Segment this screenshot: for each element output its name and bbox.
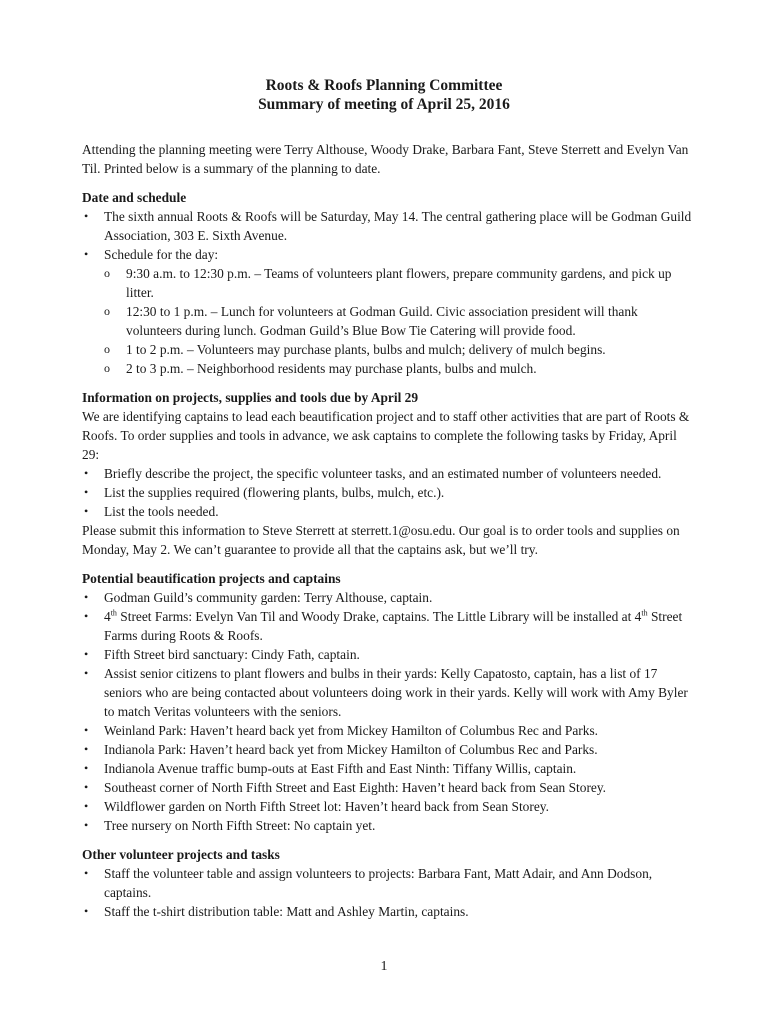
bullet-icon: • xyxy=(84,799,89,813)
bullet-icon: • xyxy=(84,485,89,499)
information-closing-paragraph: Please submit this information to Steve Sterrett at sterrett.1@osu.edu. Our goal is to order tools and supplies on Monday, May 2. We can’t guarantee to provide all that the captains ask, but we’ll try. xyxy=(82,523,680,557)
sub-bullet-icon: o xyxy=(104,361,110,375)
list-item xyxy=(82,721,692,740)
list-item-text: Wildflower garden on North Fifth Street lot: Haven’t heard back from Sean Storey. xyxy=(104,799,549,814)
section-heading-other: Other volunteer projects and tasks xyxy=(82,847,280,862)
list-item-text: Indianola Avenue traffic bump-outs at East Fifth and East Ninth: Tiffany Willis, captain. xyxy=(104,761,577,776)
bullet-icon: • xyxy=(84,761,89,775)
bullet-icon: • xyxy=(84,609,89,623)
schedule-item xyxy=(104,264,692,302)
list-item-text: Godman Guild’s community garden: Terry Althouse, captain. xyxy=(104,590,433,605)
list-item-text: Fifth Street bird sanctuary: Cindy Fath, captain. xyxy=(104,647,360,662)
section-heading-date-schedule: Date and schedule xyxy=(82,190,187,205)
section-heading-projects: Potential beautification projects and captains xyxy=(82,571,341,586)
section-heading-information: Information on projects, supplies and tools due by April 29 xyxy=(82,390,419,405)
list-item xyxy=(82,607,692,645)
schedule-item xyxy=(104,359,692,378)
list-item xyxy=(82,664,692,721)
bullet-icon: • xyxy=(84,866,89,880)
bullet-icon: • xyxy=(84,466,89,480)
list-item-text: Assist senior citizens to plant flowers and bulbs in their yards: Kelly Capatosto, captain, has a list of 17 seniors who are being contacted about volunteers doing work in their yards. Kelly will work with Amy Byler to match Veritas volunteers with the seniors. xyxy=(104,666,688,719)
ordinal-suffix: th xyxy=(641,608,648,618)
bullet-icon: • xyxy=(84,504,89,518)
document-subtitle: Summary of meeting of April 25, 2016 xyxy=(258,96,510,113)
list-item-text: List the tools needed. xyxy=(104,504,219,519)
list-item xyxy=(82,797,692,816)
projects-list xyxy=(82,588,692,835)
list-item xyxy=(82,778,692,797)
list-item xyxy=(82,207,692,245)
list-item-text: List the supplies required (flowering plants, bulbs, mulch, etc.). xyxy=(104,485,445,500)
list-item xyxy=(82,464,692,483)
other-tasks-list xyxy=(82,864,692,921)
schedule-item-text: 2 to 3 p.m. – Neighborhood residents may purchase plants, bulbs and mulch. xyxy=(126,361,537,376)
street-number: 4 xyxy=(104,609,111,624)
bullet-icon: • xyxy=(84,209,89,223)
date-schedule-list xyxy=(82,207,692,378)
list-item xyxy=(82,483,692,502)
list-item-text: Schedule for the day: xyxy=(104,247,219,262)
list-item-text: Indianola Park: Haven’t heard back yet from Mickey Hamilton of Columbus Rec and Parks. xyxy=(104,742,598,757)
schedule-item xyxy=(104,340,692,359)
schedule-item-text: 9:30 a.m. to 12:30 p.m. – Teams of volunteers plant flowers, prepare community gardens, and pick up litter. xyxy=(126,266,672,300)
list-item-text: Staff the volunteer table and assign volunteers to projects: Barbara Fant, Matt Adair, and Ann Dodson, captains. xyxy=(104,866,653,900)
list-item-text: Southeast corner of North Fifth Street and East Eighth: Haven’t heard back from Sean Storey. xyxy=(104,780,607,795)
information-list xyxy=(82,464,692,521)
street-number: 4 xyxy=(634,609,642,624)
list-item xyxy=(82,864,692,902)
schedule-item-text: 12:30 to 1 p.m. – Lunch for volunteers at Godman Guild. Civic association president will thank volunteers during lunch. Godman Guild’s Blue Bow Tie Catering will provide food. xyxy=(126,304,638,338)
bullet-icon: • xyxy=(84,904,89,918)
bullet-icon: • xyxy=(84,780,89,794)
schedule-item-text: 1 to 2 p.m. – Volunteers may purchase plants, bulbs and mulch; delivery of mulch begins. xyxy=(126,342,606,357)
document-body xyxy=(82,140,692,921)
list-item-text xyxy=(104,609,682,643)
list-item-text: Tree nursery on North Fifth Street: No captain yet. xyxy=(104,818,376,833)
list-item xyxy=(82,588,692,607)
document-title: Roots & Roofs Planning Committee xyxy=(265,77,503,94)
list-item xyxy=(82,245,692,378)
bullet-icon: • xyxy=(84,247,89,261)
list-item xyxy=(82,740,692,759)
sub-bullet-icon: o xyxy=(104,266,110,280)
list-item xyxy=(82,816,692,835)
list-item xyxy=(82,502,692,521)
text-run: Street Farms: Evelyn Van Til and Woody Drake, captains. The Little Library will be installed at xyxy=(116,609,635,624)
list-item xyxy=(82,902,692,921)
bullet-icon: • xyxy=(84,723,89,737)
bullet-icon: • xyxy=(84,647,89,661)
list-item xyxy=(82,645,692,664)
schedule-item xyxy=(104,302,692,340)
bullet-icon: • xyxy=(84,742,89,756)
bullet-icon: • xyxy=(84,666,89,680)
ordinal-suffix: th xyxy=(110,608,117,618)
information-paragraph: We are identifying captains to lead each beautification project and to staff other activities that are part of Roots & Roofs. To order supplies and tools in advance, we ask captains to complete the following tasks by Friday, April 29: xyxy=(82,409,690,462)
intro-paragraph: Attending the planning meeting were Terry Althouse, Woody Drake, Barbara Fant, Steve Sterrett and Evelyn Van Til. Printed below is a summary of the planning to date. xyxy=(82,142,689,176)
page-number: 1 xyxy=(380,959,388,974)
schedule-sublist xyxy=(104,264,692,378)
list-item-text: Weinland Park: Haven’t heard back yet from Mickey Hamilton of Columbus Rec and Parks. xyxy=(104,723,599,738)
bullet-icon: • xyxy=(84,590,89,604)
list-item-text: Staff the t-shirt distribution table: Matt and Ashley Martin, captains. xyxy=(104,904,469,919)
sub-bullet-icon: o xyxy=(104,304,110,318)
text-run: Street Farms during Roots & Roofs. xyxy=(104,609,683,643)
list-item xyxy=(82,759,692,778)
sub-bullet-icon: o xyxy=(104,342,110,356)
list-item-text: Briefly describe the project, the specific volunteer tasks, and an estimated number of volunteers needed. xyxy=(104,466,662,481)
list-item-text: The sixth annual Roots & Roofs will be Saturday, May 14. The central gathering place will be Godman Guild Association, 303 E. Sixth Avenue. xyxy=(104,209,692,243)
bullet-icon: • xyxy=(84,818,89,832)
